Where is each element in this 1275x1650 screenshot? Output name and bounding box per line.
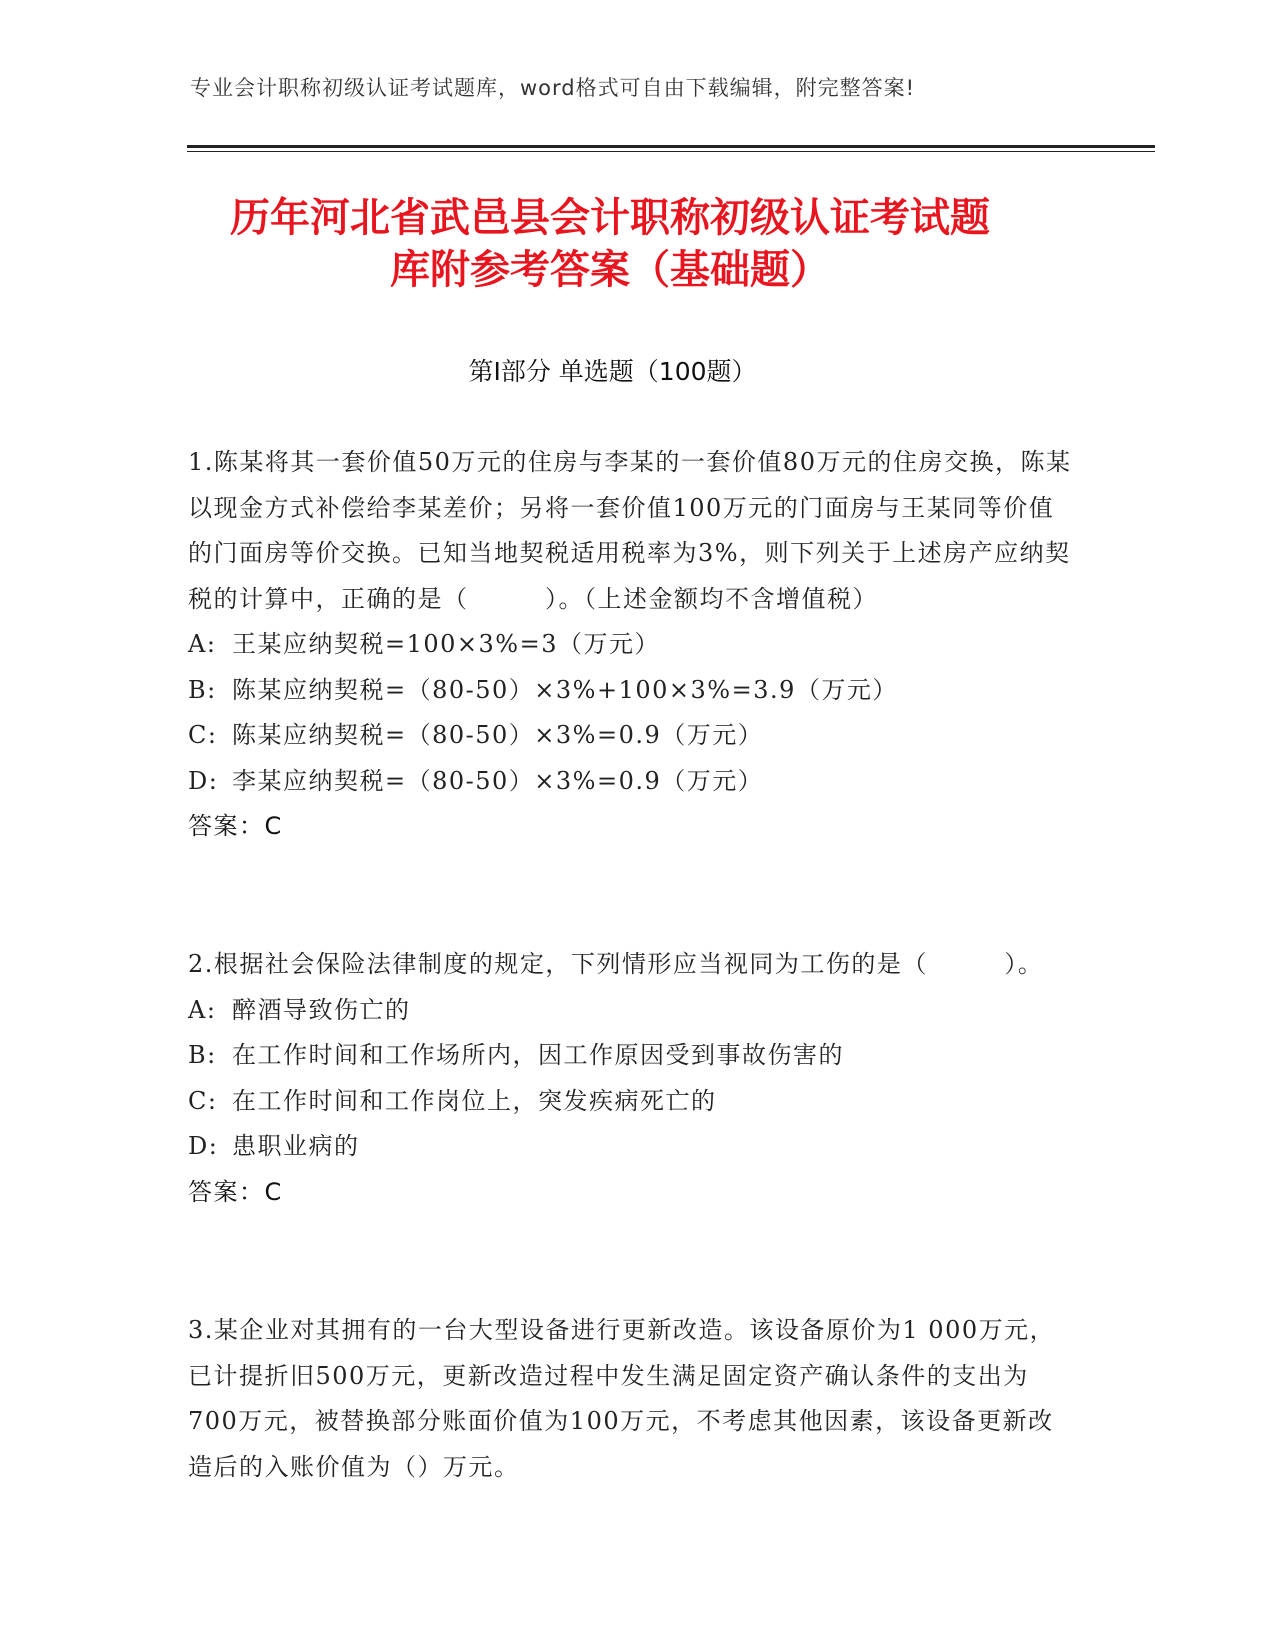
section-heading: 第Ⅰ部分 单选题（100题） [468, 357, 757, 386]
option-letter: B: [188, 675, 217, 704]
header-note: 专业会计职称初级认证考试题库，word格式可自由下载编辑，附完整答案! [190, 76, 916, 100]
question-stem: 2.根据社会保险法律制度的规定，下列情形应当视同为工伤的是（ ）。 [188, 950, 1044, 978]
document-title-line-1: 历年河北省武邑县会计职称初级认证考试题 [230, 195, 990, 241]
question-2 [188, 942, 1078, 1215]
option-a [188, 988, 1078, 1034]
option-text: 王某应纳契税=100×3%=3（万元） [232, 630, 660, 658]
document-title-line-2: 库附参考答案（基础题） [390, 247, 830, 293]
option-letter: D: [188, 1132, 219, 1160]
option-letter: A: [188, 630, 217, 658]
header-rule-thin [187, 151, 1155, 152]
option-text: 醉酒导致伤亡的 [232, 995, 411, 1024]
question-stem: 3.某企业对其拥有的一台大型设备进行更新改造。该设备原价为1 000万元，已计提折旧500万元，更新改造过程中发生满足固定资产确认条件的支出为700万元，被替换部分账面价值为100万元，不考虑其他因素，该设备更新改造后的入账价值为（）万元。 [188, 1316, 1056, 1481]
option-letter: C: [188, 1086, 218, 1115]
question-stem: 1.陈某将其一套价值50万元的住房与李某的一套价值80万元的住房交换，陈某以现金方式补偿给李某差价；另将一套价值100万元的门面房与王某同等价值的门面房等价交换。已知当地契税适用税率为3%，则下列关于上述房产应纳契税的计算中，正确的是（ ）。（上述金额均不含增值税） [188, 448, 1072, 613]
option-d [188, 759, 1078, 805]
option-text: 在工作时间和工作岗位上，突发疾病死亡的 [232, 1086, 717, 1115]
option-a [188, 622, 1078, 668]
option-text: 患职业病的 [232, 1132, 360, 1160]
option-b [188, 668, 1078, 714]
option-letter: A: [188, 995, 217, 1024]
question-1 [188, 440, 1078, 850]
option-d [188, 1124, 1078, 1170]
header-rule-thick [187, 145, 1155, 148]
question-3 [188, 1308, 1078, 1490]
option-c [188, 713, 1078, 759]
option-letter: C: [188, 721, 218, 749]
document-title [0, 192, 1275, 296]
option-letter: D: [188, 766, 219, 795]
option-text: 李某应纳契税=（80-50）×3%=0.9（万元） [232, 766, 764, 795]
option-text: 陈某应纳契税=（80-50）×3%=0.9（万元） [232, 721, 764, 749]
option-c [188, 1079, 1078, 1125]
option-letter: B: [188, 1041, 217, 1069]
answer: 答案：C [188, 1177, 283, 1206]
option-text: 在工作时间和工作场所内，因工作原因受到事故伤害的 [232, 1041, 844, 1069]
option-text: 陈某应纳契税=（80-50）×3%+100×3%=3.9（万元） [232, 675, 898, 704]
answer: 答案：C [188, 812, 283, 840]
option-b [188, 1033, 1078, 1079]
